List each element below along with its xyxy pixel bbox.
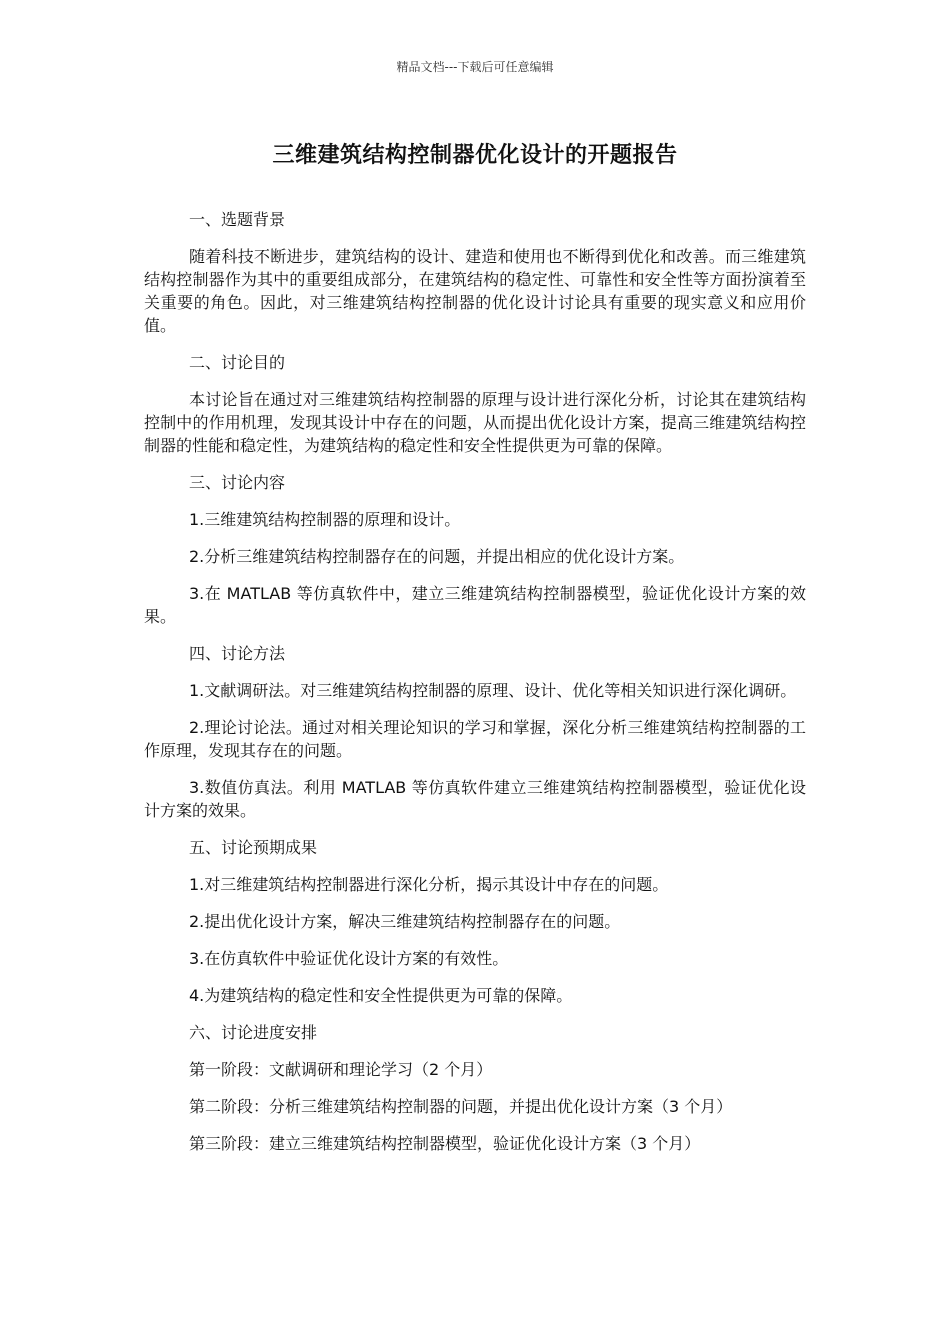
document-body: [144, 208, 806, 1169]
paragraph-purpose: 本讨论旨在通过对三维建筑结构控制器的原理与设计进行深化分析，讨论其在建筑结构控制中的作用机理，发现其设计中存在的问题，从而提出优化设计方案，提高三维建筑结构控制器的性能和稳定性，为建筑结构的稳定性和安全性提供更为可靠的保障。: [144, 390, 806, 455]
section-heading-background: 一、选题背景: [189, 210, 286, 229]
content-item: 3.在 MATLAB 等仿真软件中，建立三维建筑结构控制器模型，验证优化设计方案的效果。: [144, 584, 806, 626]
method-item: 3.数值仿真法。利用 MATLAB 等仿真软件建立三维建筑结构控制器模型，验证优化设计方案的效果。: [144, 778, 806, 820]
outcome-item: 4.为建筑结构的稳定性和安全性提供更为可靠的保障。: [189, 986, 573, 1005]
section-heading-schedule: 六、讨论进度安排: [189, 1023, 318, 1042]
section-heading-outcomes: 五、讨论预期成果: [189, 838, 318, 857]
outcome-item: 2.提出优化设计方案，解决三维建筑结构控制器存在的问题。: [189, 912, 621, 931]
paragraph-background: 随着科技不断进步，建筑结构的设计、建造和使用也不断得到优化和改善。而三维建筑结构控制器作为其中的重要组成部分，在建筑结构的稳定性、可靠性和安全性等方面扮演着至关重要的角色。因此，对三维建筑结构控制器的优化设计讨论具有重要的现实意义和应用价值。: [144, 247, 806, 335]
section-heading-purpose: 二、讨论目的: [189, 353, 286, 372]
document-title: 三维建筑结构控制器优化设计的开题报告: [272, 143, 678, 168]
content-item: 2.分析三维建筑结构控制器存在的问题，并提出相应的优化设计方案。: [189, 547, 685, 566]
method-item: 2.理论讨论法。通过对相关理论知识的学习和掌握，深化分析三维建筑结构控制器的工作原理，发现其存在的问题。: [144, 718, 806, 760]
method-item: 1.文献调研法。对三维建筑结构控制器的原理、设计、优化等相关知识进行深化调研。: [189, 681, 797, 700]
section-heading-methods: 四、讨论方法: [189, 644, 286, 663]
outcome-item: 1.对三维建筑结构控制器进行深化分析，揭示其设计中存在的问题。: [189, 875, 669, 894]
header-note: 精品文档---下载后可任意编辑: [396, 60, 554, 74]
outcome-item: 3.在仿真软件中验证优化设计方案的有效性。: [189, 949, 509, 968]
schedule-item: 第三阶段：建立三维建筑结构控制器模型，验证优化设计方案（3 个月）: [189, 1134, 701, 1153]
schedule-item: 第一阶段：文献调研和理论学习（2 个月）: [189, 1060, 493, 1079]
content-item: 1.三维建筑结构控制器的原理和设计。: [189, 510, 461, 529]
schedule-item: 第二阶段：分析三维建筑结构控制器的问题，并提出优化设计方案（3 个月）: [189, 1097, 733, 1116]
section-heading-content: 三、讨论内容: [189, 473, 286, 492]
